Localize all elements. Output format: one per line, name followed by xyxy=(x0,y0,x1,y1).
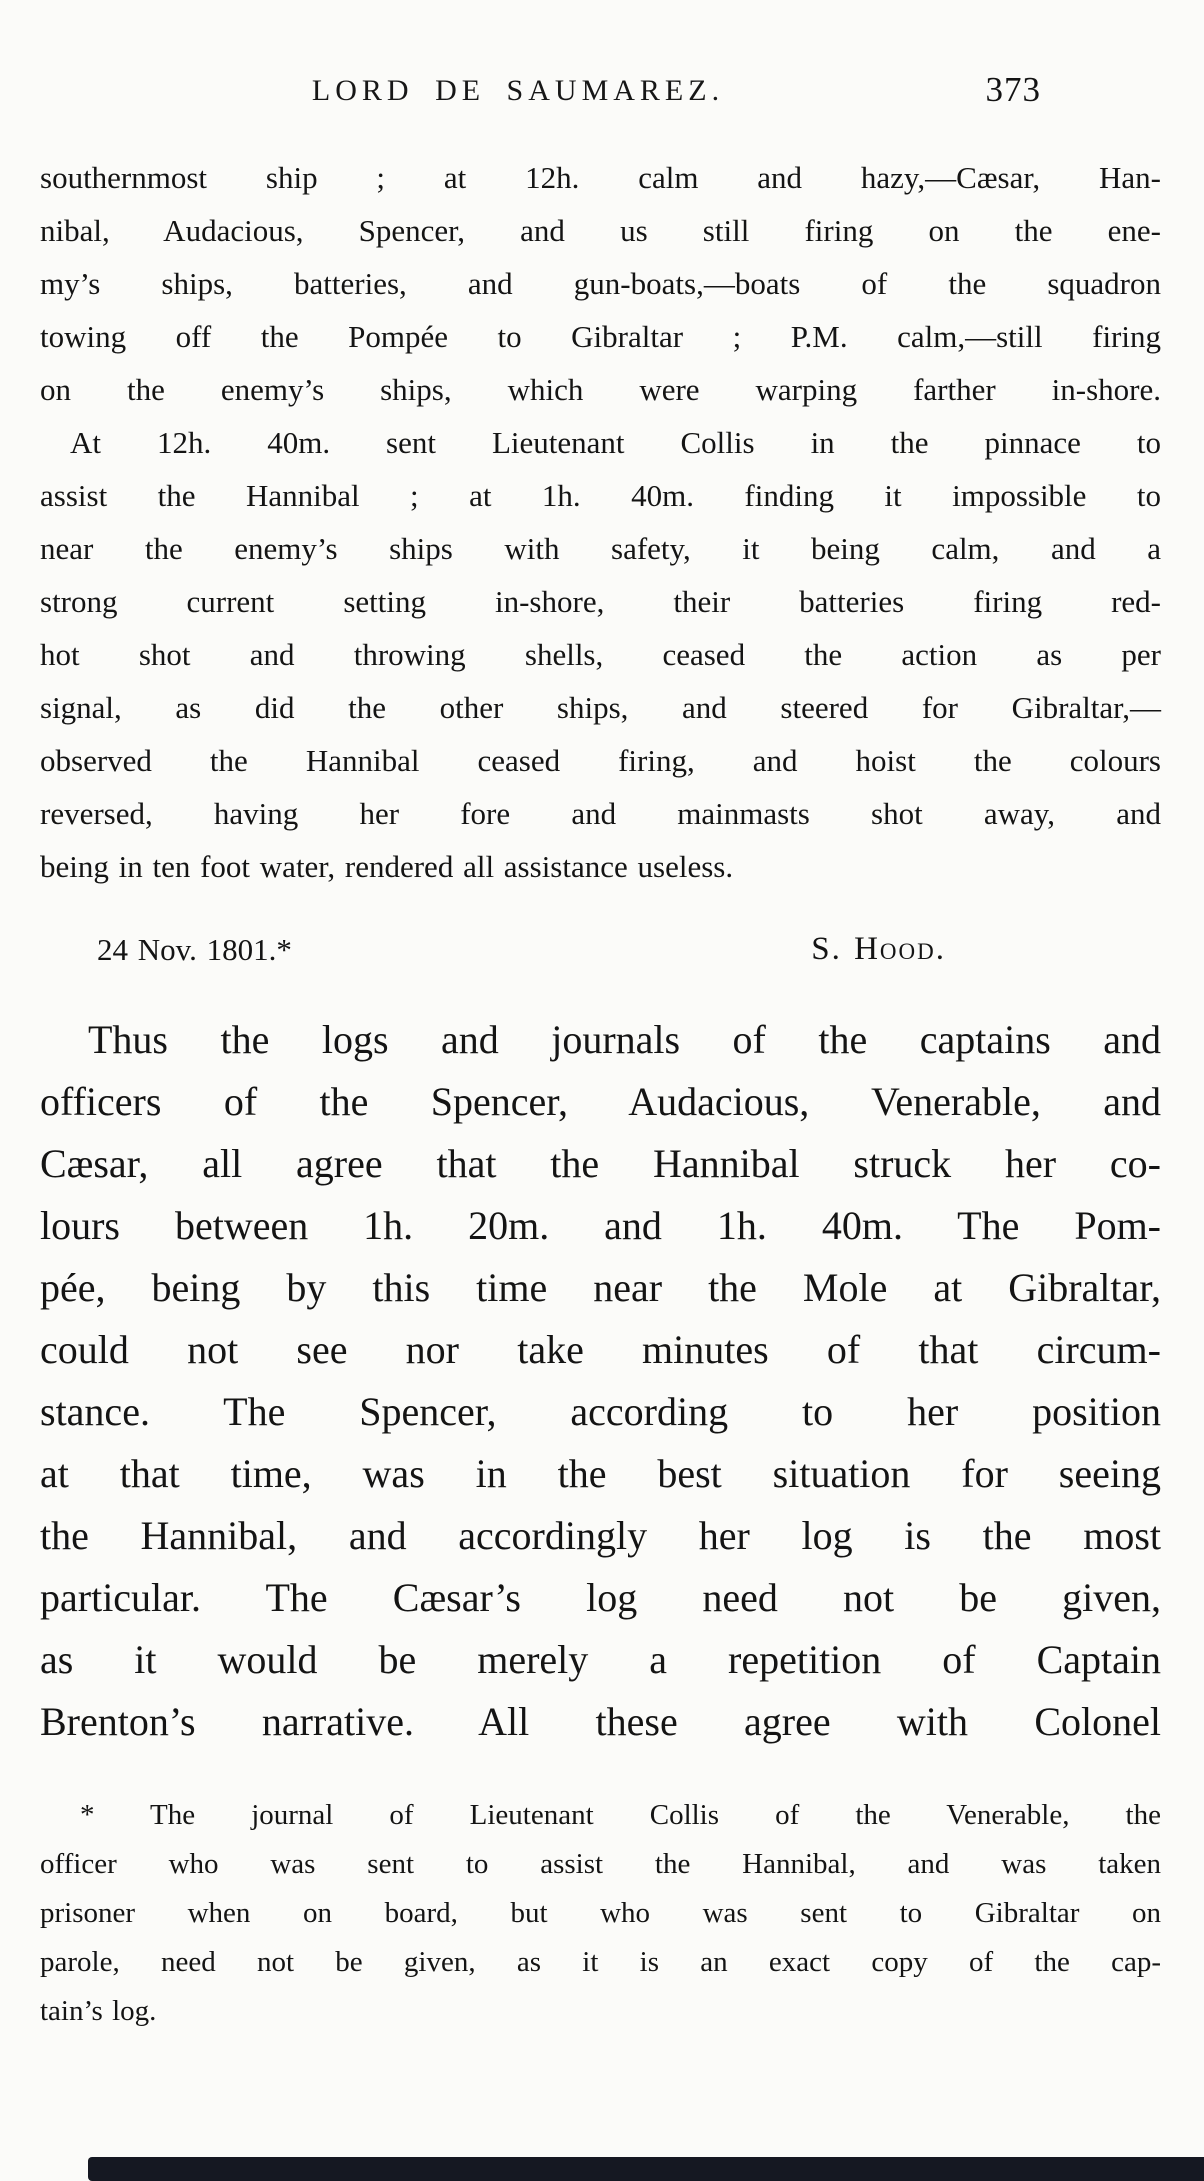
text-line: prisoner when on board, but who was sent to Gibraltar on xyxy=(40,1897,1161,1929)
signature-date: 24 Nov. 1801.* xyxy=(97,932,292,967)
log-extract xyxy=(40,151,1161,976)
text-line: near the enemy’s ships with safety, it being calm, and a xyxy=(40,531,1161,566)
text-line: parole, need not be given, as it is an exact copy of the cap- xyxy=(40,1946,1161,1978)
text-line: as it would be merely a repetition of Captain xyxy=(40,1637,1161,1682)
text-line: officers of the Spencer, Audacious, Venerable, and xyxy=(40,1079,1161,1124)
text-line: signal, as did the other ships, and steered for Gibraltar,— xyxy=(40,690,1161,725)
page-header-title: LORD DE SAUMAREZ. xyxy=(311,74,725,107)
scan-edge-artifact xyxy=(88,2157,1204,2181)
text-line: assist the Hannibal ; at 1h. 40m. finding it impossible to xyxy=(40,478,1161,513)
text-line: * The journal of Lieutenant Collis of the Venerable, the xyxy=(80,1799,1161,1831)
text-line: Brenton’s narrative. All these agree with Colonel xyxy=(40,1699,1161,1744)
text-line: observed the Hannibal ceased firing, and hoist the colours xyxy=(40,743,1161,778)
text-line: Thus the logs and journals of the captains and xyxy=(88,1017,1161,1062)
text-line: could not see nor take minutes of that circum- xyxy=(40,1327,1161,1372)
extract-paragraph-1 xyxy=(40,151,1161,416)
main-narrative-paragraph xyxy=(40,1009,1161,1753)
text-line: towing off the Pompée to Gibraltar ; P.M. calm,—still firing xyxy=(40,319,1161,354)
extract-signature-row xyxy=(40,923,1161,976)
text-line: at that time, was in the best situation for seeing xyxy=(40,1451,1161,1496)
page-number: 373 xyxy=(985,70,1041,109)
text-line: pée, being by this time near the Mole at Gibraltar, xyxy=(40,1265,1161,1310)
text-line: Cæsar, all agree that the Hannibal struck her co- xyxy=(40,1141,1161,1186)
footnote xyxy=(40,1791,1161,2036)
text-line: strong current setting in-shore, their batteries firing red- xyxy=(40,584,1161,619)
text-line: reversed, having her fore and mainmasts shot away, and xyxy=(40,796,1161,831)
text-line: nibal, Audacious, Spencer, and us still firing on the ene- xyxy=(40,213,1161,248)
text-line: on the enemy’s ships, which were warping farther in-shore. xyxy=(40,372,1161,407)
text-line: officer who was sent to assist the Hannibal, and was taken xyxy=(40,1848,1161,1880)
text-line: lours between 1h. 20m. and 1h. 40m. The Pom- xyxy=(40,1203,1161,1248)
text-line: stance. The Spencer, according to her position xyxy=(40,1389,1161,1434)
running-header xyxy=(0,70,1204,120)
text-line: being in ten foot water, rendered all assistance useless. xyxy=(40,849,734,884)
text-line: southernmost ship ; at 12h. calm and hazy,—Cæsar, Han- xyxy=(40,160,1161,195)
signature-name: S. Hood. xyxy=(811,931,946,967)
text-line: tain’s log. xyxy=(40,1995,157,2027)
extract-paragraph-2 xyxy=(40,416,1161,893)
text-line: At 12h. 40m. sent Lieutenant Collis in the pinnace to xyxy=(70,425,1161,460)
text-line: particular. The Cæsar’s log need not be given, xyxy=(40,1575,1161,1620)
text-line: the Hannibal, and accordingly her log is the most xyxy=(40,1513,1161,1558)
text-line: my’s ships, batteries, and gun-boats,—boats of the squadron xyxy=(40,266,1161,301)
text-line: hot shot and throwing shells, ceased the action as per xyxy=(40,637,1161,672)
